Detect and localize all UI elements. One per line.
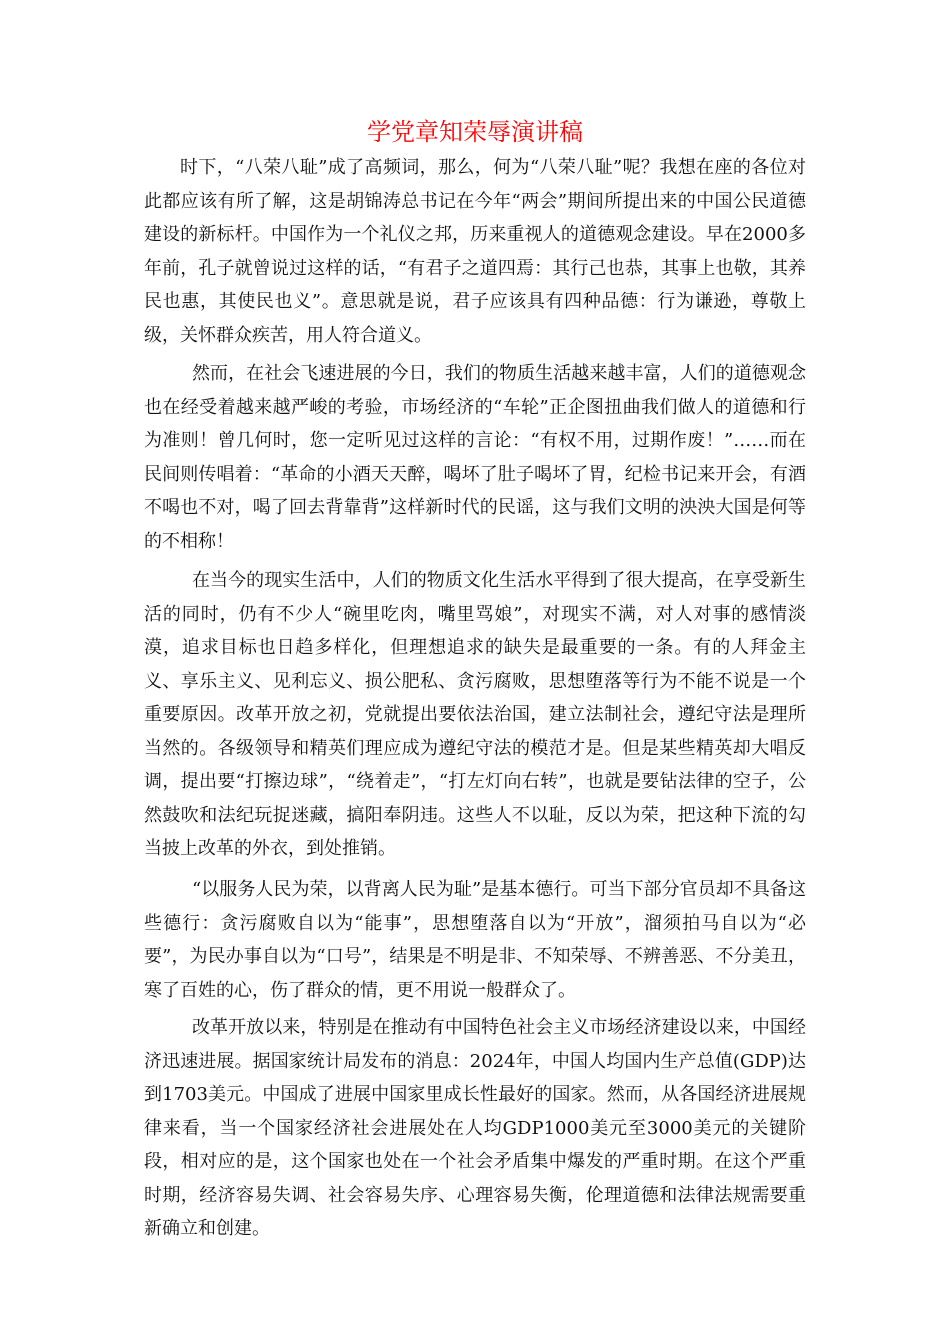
paragraph-4: “以服务人民为荣，以背离人民为耻”是基本德行。可当下部分官员却不具备这些德行：贪污腐败自以为“能事”，思想堕落自以为“开放”，溜须拍马自以为“必要”，为民办事自以为“口号”，结果是不明是非、不知荣辱、不辨善恶、不分美丑，寒了百姓的心，伤了群众的情，更不用说一般群众了。 [144, 879, 806, 1001]
document-title: 学党章知荣辱演讲稿 [367, 118, 583, 146]
paragraph-3: 在当今的现实生活中，人们的物质文化生活水平得到了很大提高，在享受新生活的同时，仍有不少人“碗里吃肉，嘴里骂娘”，对现实不满，对人对事的感情淡漠，追求目标也日趋多样化，但理想追求的缺失是最重要的一条。有的人拜金主义、享乐主义、见利忘义、损公肥私、贪污腐败，思想堕落等行为不能不说是一个重要原因。改革开放之初，党就提出要依法治国，建立法制社会，遵纪守法是理所当然的。各级领导和精英们理应成为遵纪守法的模范才是。但是某些精英却大唱反调，提出要“打擦边球”，“绕着走”，“打左灯向右转”，也就是要钻法律的空子，公然鼓吹和法纪玩捉迷藏，搞阳奉阴违。这些人不以耻，反以为荣，把这种下流的勾当披上改革的外衣，到处推销。 [144, 570, 806, 859]
paragraph-2: 然而，在社会飞速进展的今日，我们的物质生活越来越丰富，人们的道德观念也在经受着越来越严峻的考验，市场经济的“车轮”正企图扭曲我们做人的道德和行为准则！曾几何时，您一定听见过这样的言论：“有权不用，过期作废！”……而在民间则传唱着：“革命的小酒天天醉，喝坏了肚子喝坏了胃，纪检书记来开会，有酒不喝也不对，喝了回去背靠背”这样新时代的民谣，这与我们文明的泱泱大国是何等的不相称！ [144, 363, 806, 552]
paragraph-1: 时下，“八荣八耻”成了高频词，那么，何为“八荣八耻”呢？我想在座的各位对此都应该有所了解，这是胡锦涛总书记在今年“两会”期间所提出来的中国公民道德建设的新标杆。中国作为一个礼仪之邦，历来重视人的道德观念建设。早在2000多年前，孔子就曾说过这样的话，“有君子之道四焉：其行己也恭，其事上也敬，其养民也惠，其使民也义”。意思就是说，君子应该具有四种品德：行为谦逊，尊敬上级，关怀群众疾苦，用人符合道义。 [144, 157, 806, 346]
paragraph-5: 改革开放以来，特别是在推动有中国特色社会主义市场经济建设以来，中国经济迅速进展。据国家统计局发布的消息：2024年，中国人均国内生产总值(GDP)达到1703美元。中国成了进展中国家里成长性最好的国家。然而，从各国经济进展规律来看，当一个国家经济社会进展处在人均GDP1000美元至3000美元的关键阶段，相对应的是，这个国家也处在一个社会矛盾集中爆发的严重时期。在这个严重时期，经济容易失调、社会容易失序、心理容易失衡，伦理道德和法律法规需要重新确立和创建。 [144, 1017, 806, 1239]
